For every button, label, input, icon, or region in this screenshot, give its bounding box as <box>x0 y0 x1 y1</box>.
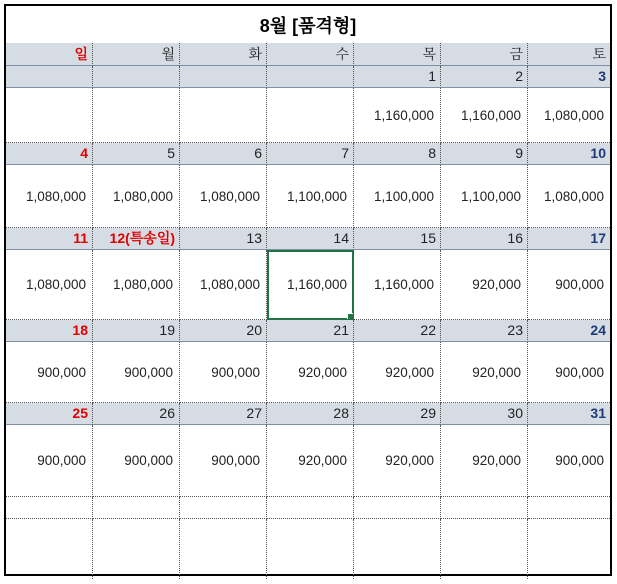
date-cell[interactable]: 20 <box>180 320 267 342</box>
price-cell[interactable]: 1,080,000 <box>180 165 267 228</box>
empty-cell[interactable] <box>354 519 441 579</box>
date-cell[interactable] <box>180 66 267 88</box>
weekday-thu[interactable]: 목 <box>354 43 441 66</box>
calendar-grid <box>6 43 610 579</box>
price-cell[interactable]: 1,160,000 <box>354 250 441 320</box>
selected-cell-value: 1,160,000 <box>286 277 347 292</box>
price-cell[interactable]: 900,000 <box>528 250 610 320</box>
special-date-cell[interactable]: 12(특송일) <box>93 228 180 250</box>
price-cell[interactable]: 900,000 <box>93 425 180 497</box>
selected-price-cell[interactable] <box>267 250 354 320</box>
date-cell[interactable]: 10 <box>528 143 610 165</box>
empty-cell[interactable] <box>180 497 267 519</box>
price-cell[interactable]: 900,000 <box>180 425 267 497</box>
weekday-fri[interactable]: 금 <box>441 43 528 66</box>
date-cell[interactable]: 9 <box>441 143 528 165</box>
date-cell[interactable]: 21 <box>267 320 354 342</box>
empty-cell[interactable] <box>267 497 354 519</box>
week-3-date-row <box>6 228 610 250</box>
date-cell[interactable] <box>93 66 180 88</box>
price-cell[interactable] <box>267 88 354 143</box>
date-cell[interactable] <box>6 66 93 88</box>
date-cell[interactable]: 2 <box>441 66 528 88</box>
date-cell[interactable]: 18 <box>6 320 93 342</box>
empty-cell[interactable] <box>93 519 180 579</box>
price-cell[interactable]: 1,080,000 <box>528 88 610 143</box>
date-cell[interactable]: 29 <box>354 403 441 425</box>
price-cell[interactable]: 900,000 <box>180 342 267 403</box>
price-cell[interactable]: 920,000 <box>267 342 354 403</box>
empty-cell[interactable] <box>180 519 267 579</box>
date-cell[interactable]: 8 <box>354 143 441 165</box>
week-4-date-row <box>6 320 610 342</box>
weekday-mon[interactable]: 월 <box>93 43 180 66</box>
calendar-sheet <box>4 4 612 576</box>
weekday-wed[interactable]: 수 <box>267 43 354 66</box>
price-cell[interactable]: 900,000 <box>6 425 93 497</box>
calendar-title: 8월 [품격형] <box>6 6 610 44</box>
weekday-sat[interactable]: 토 <box>528 43 610 66</box>
empty-cell[interactable] <box>267 519 354 579</box>
date-cell[interactable]: 16 <box>441 228 528 250</box>
price-cell[interactable]: 900,000 <box>528 425 610 497</box>
price-cell[interactable]: 1,160,000 <box>441 88 528 143</box>
date-cell[interactable]: 3 <box>528 66 610 88</box>
price-cell[interactable]: 920,000 <box>354 425 441 497</box>
week-5-date-row <box>6 403 610 425</box>
weekday-header-row <box>6 43 610 66</box>
price-cell[interactable]: 1,100,000 <box>267 165 354 228</box>
price-cell[interactable] <box>180 88 267 143</box>
price-cell[interactable]: 900,000 <box>93 342 180 403</box>
weekday-sun[interactable]: 일 <box>6 43 93 66</box>
empty-cell[interactable] <box>441 519 528 579</box>
date-cell[interactable]: 11 <box>6 228 93 250</box>
price-cell[interactable]: 900,000 <box>528 342 610 403</box>
price-cell[interactable]: 900,000 <box>6 342 93 403</box>
empty-cell[interactable] <box>354 497 441 519</box>
date-cell[interactable]: 15 <box>354 228 441 250</box>
date-cell[interactable]: 23 <box>441 320 528 342</box>
week-4-value-row <box>6 342 610 403</box>
date-cell[interactable]: 24 <box>528 320 610 342</box>
week-3-value-row <box>6 250 610 320</box>
date-cell[interactable] <box>267 66 354 88</box>
date-cell[interactable]: 6 <box>180 143 267 165</box>
empty-cell[interactable] <box>441 497 528 519</box>
empty-cell[interactable] <box>528 519 610 579</box>
price-cell[interactable]: 920,000 <box>267 425 354 497</box>
weekday-tue[interactable]: 화 <box>180 43 267 66</box>
date-cell[interactable]: 22 <box>354 320 441 342</box>
price-cell[interactable]: 1,100,000 <box>441 165 528 228</box>
date-cell[interactable]: 5 <box>93 143 180 165</box>
price-cell[interactable]: 1,080,000 <box>180 250 267 320</box>
empty-cell[interactable] <box>6 497 93 519</box>
price-cell[interactable]: 1,080,000 <box>6 165 93 228</box>
empty-cell[interactable] <box>93 497 180 519</box>
date-cell[interactable]: 7 <box>267 143 354 165</box>
date-cell[interactable]: 14 <box>267 228 354 250</box>
price-cell[interactable]: 1,160,000 <box>354 88 441 143</box>
week-1-value-row <box>6 88 610 143</box>
date-cell[interactable]: 19 <box>93 320 180 342</box>
price-cell[interactable] <box>6 88 93 143</box>
date-cell[interactable]: 28 <box>267 403 354 425</box>
fill-handle[interactable] <box>347 313 354 320</box>
empty-row <box>6 519 610 579</box>
price-cell[interactable]: 920,000 <box>354 342 441 403</box>
price-cell[interactable]: 920,000 <box>441 342 528 403</box>
date-cell[interactable]: 13 <box>180 228 267 250</box>
week-5-value-row <box>6 425 610 497</box>
price-cell[interactable]: 1,080,000 <box>93 165 180 228</box>
price-cell[interactable]: 920,000 <box>441 250 528 320</box>
price-cell[interactable]: 1,080,000 <box>93 250 180 320</box>
date-cell[interactable]: 31 <box>528 403 610 425</box>
empty-cell[interactable] <box>528 497 610 519</box>
date-cell[interactable]: 25 <box>6 403 93 425</box>
price-cell[interactable] <box>93 88 180 143</box>
empty-row <box>6 497 610 519</box>
week-2-value-row <box>6 165 610 228</box>
date-cell[interactable]: 26 <box>93 403 180 425</box>
date-cell[interactable]: 30 <box>441 403 528 425</box>
week-2-date-row <box>6 143 610 165</box>
date-cell[interactable]: 4 <box>6 143 93 165</box>
price-cell[interactable]: 1,080,000 <box>528 165 610 228</box>
date-cell[interactable]: 17 <box>528 228 610 250</box>
price-cell[interactable]: 920,000 <box>441 425 528 497</box>
week-1-date-row <box>6 66 610 88</box>
price-cell[interactable]: 1,100,000 <box>354 165 441 228</box>
date-cell[interactable]: 1 <box>354 66 441 88</box>
date-cell[interactable]: 27 <box>180 403 267 425</box>
price-cell[interactable]: 1,080,000 <box>6 250 93 320</box>
empty-cell[interactable] <box>6 519 93 579</box>
